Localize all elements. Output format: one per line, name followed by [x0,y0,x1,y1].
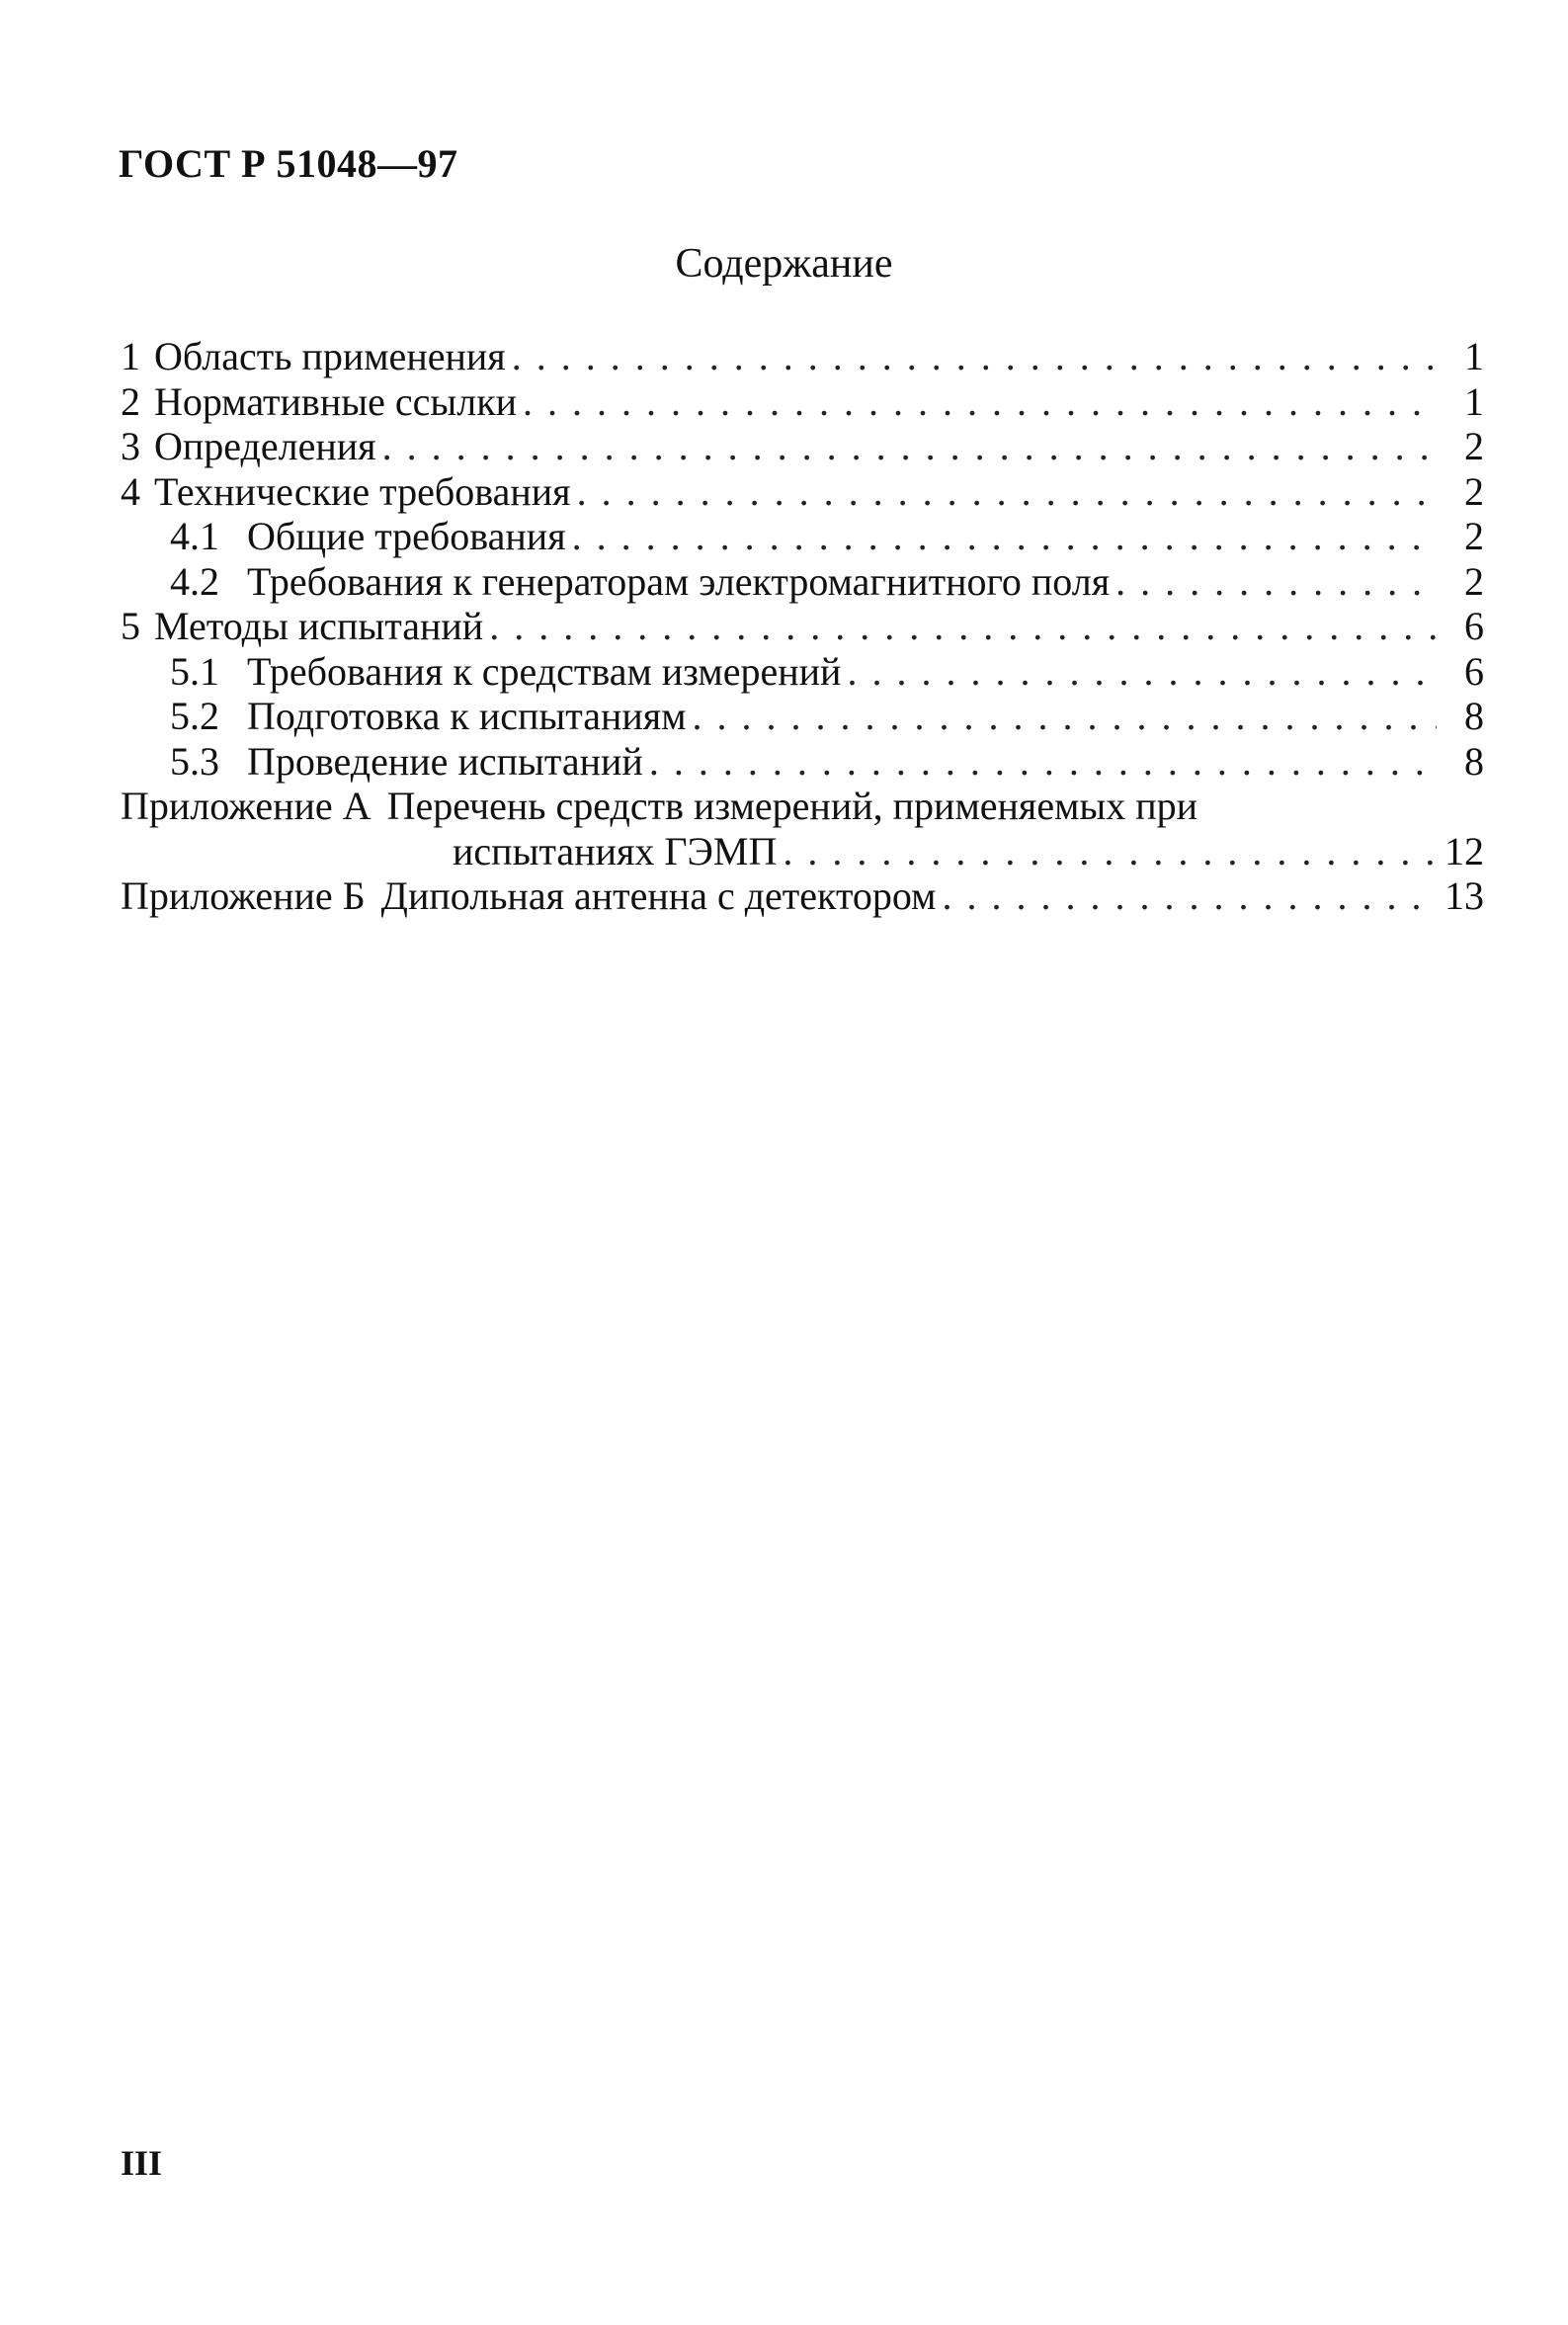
toc-entry-page: 8 [1464,694,1484,738]
toc-entry-number: 4.2 [170,558,219,604]
toc-entry-number: 2 [121,378,140,424]
toc-entry-number: 1 [121,334,140,378]
toc-entry-5-1[interactable] [121,649,1484,695]
toc-entry-page: 1 [1464,378,1484,424]
page-number: III [121,2143,163,2183]
toc-appendix-label: Приложение А [121,784,371,828]
toc-appendix-a-continuation[interactable] [121,829,1484,874]
toc-entry-3[interactable] [121,424,1484,469]
table-of-contents [121,334,1484,919]
toc-entry-number: 4 [121,468,140,514]
toc-entry-5-3[interactable] [121,739,1484,785]
toc-entry-4-1[interactable] [121,514,1484,559]
toc-entry-title: Перечень средств измерений, применяемых при [386,784,1198,828]
toc-leader-dots [942,873,1437,919]
toc-entry-title: Определения [154,424,376,468]
toc-leader-dots [1115,559,1437,605]
toc-entry-number: 5.3 [170,738,219,784]
document-standard-code: ГОСТ Р 51048—97 [119,141,458,186]
toc-entry-page: 2 [1464,468,1484,514]
toc-entry-number: 5 [121,604,140,648]
toc-entry-number: 3 [121,424,140,468]
toc-entry-page: 2 [1464,514,1484,558]
toc-entry-page: 8 [1464,738,1484,784]
toc-entry-page: 2 [1464,558,1484,604]
toc-appendix-label: Приложение Б [121,873,366,918]
toc-leader-dots [693,694,1437,739]
toc-entry-page: 12 [1444,828,1484,873]
toc-entry-title: Технические требования [154,468,571,514]
toc-leader-dots [783,829,1437,874]
toc-appendix-b[interactable] [121,873,1484,919]
toc-entry-title: Проведение испытаний [247,738,643,784]
toc-entry-page: 2 [1464,424,1484,468]
toc-leader-dots [382,424,1437,469]
toc-entry-title: Требования к генераторам электромагнитного поля [247,558,1111,604]
toc-leader-dots [523,379,1437,425]
toc-entry-page: 13 [1444,873,1484,918]
toc-entry-page: 6 [1464,604,1484,648]
toc-entry-number: 4.1 [170,514,219,558]
toc-entry-number: 5.1 [170,648,219,694]
toc-entry-title-continued: испытаниях ГЭМП [453,828,778,873]
toc-entry-title: Дипольная антенна с детектором [380,873,937,918]
toc-entry-number: 5.2 [170,694,219,738]
toc-entry-page: 1 [1464,334,1484,378]
toc-leader-dots [489,604,1437,649]
toc-entry-page: 6 [1464,648,1484,694]
toc-leader-dots [577,469,1437,515]
toc-leader-dots [512,334,1437,379]
toc-leader-dots [649,739,1437,785]
toc-leader-dots [847,649,1437,695]
toc-entry-title: Подготовка к испытаниям [247,694,687,738]
toc-entry-5-2[interactable] [121,694,1484,739]
toc-entry-4[interactable] [121,469,1484,515]
toc-title: Содержание [675,241,893,287]
toc-entry-title: Требования к средствам измерений [247,648,842,694]
toc-entry-title: Нормативные ссылки [154,378,518,424]
toc-entry-4-2[interactable] [121,559,1484,605]
toc-entry-title: Общие требования [247,514,566,558]
toc-entry-title: Область применения [154,334,506,378]
toc-leader-dots [572,514,1437,559]
toc-entry-2[interactable] [121,379,1484,425]
toc-entry-1[interactable] [121,334,1484,379]
toc-appendix-a[interactable] [121,784,1484,829]
toc-entry-5[interactable] [121,604,1484,649]
toc-entry-title: Методы испытаний [154,604,484,648]
